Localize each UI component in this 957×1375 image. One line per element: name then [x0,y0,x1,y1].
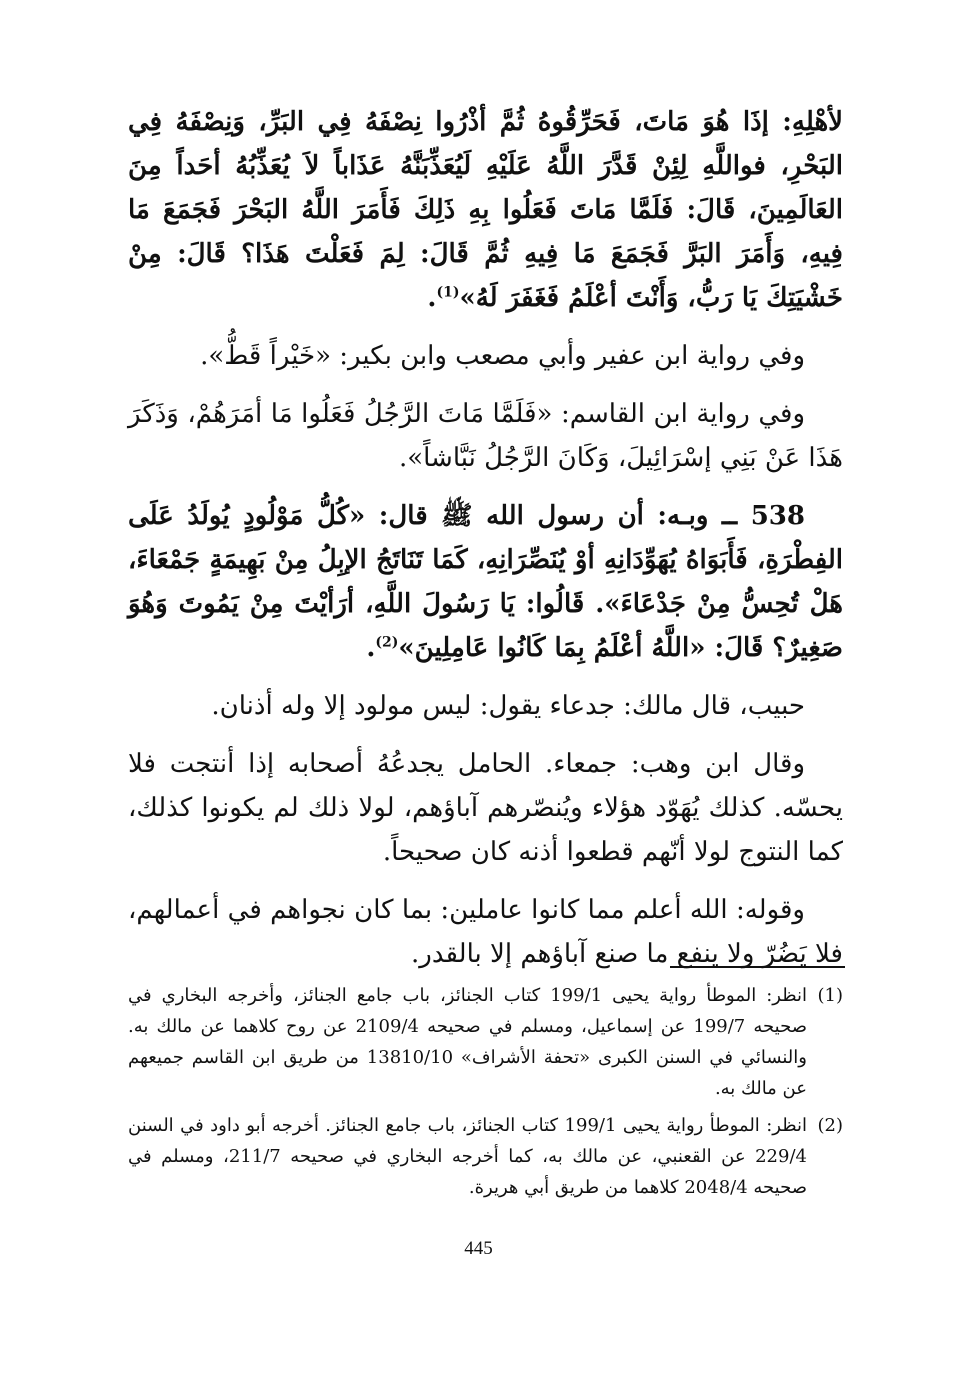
paragraph-text: وفي رواية ابن القاسم: «فَلَمَّا مَاتَ الرَّجُلُ فَعَلُوا مَا أمَرَهُمْ، وَذَكَرَ هَذَا عَنْ بَنِي إسْرَائِيلَ، وَكَانَ الرَّجُلُ نَبَّاشاً». [128,399,843,473]
footnote-ref: (1) [436,284,460,301]
paragraph-variant-2 [128,392,843,480]
paragraph-text: حبيب، قال مالك: جدعاء يقول: ليس مولود إلا وله أذنان. [211,691,805,721]
footnote-1 [128,980,843,1104]
paragraph-tail: . [366,633,376,663]
main-text [128,100,843,990]
paragraph-variant-1 [128,334,843,378]
footnote-text: انظر: الموطأ رواية يحيى 199/1 كتاب الجنائز، باب جامع الجنائز، وأخرجه البخاري في صحيحه 199/7 عن إسماعيل، ومسلم في صحيحه 2109/4 عن روح كلاهما عن مالك به. والنسائي في السنن الكبرى «تحفة الأشراف» 13810/10 من طريق ابن القاسم جميعهم عن مالك به. [128,985,807,1099]
footnote-ref: (2) [375,634,399,651]
paragraph-tail: . [427,283,437,313]
paragraph-text: وقال ابن وهب: جمعاء. الحامل يجدعُهُ أصحابه إذا أنتجت فلا يحسّه. كذلك يُهَوّد هؤلاء ويُنصّرهم آباؤهم، لولا ذلك لم يكونوا كذلك، كما النتوج لولا أنّهم قطعوا أذنه كان صحيحاً. [128,749,843,867]
paragraph-commentary-1 [128,684,843,728]
footnote-mark: (1) [817,985,843,1006]
hadith-number: 538 [750,501,805,531]
paragraph-text: ــ وبـه: أن رسول الله ﷺ قال: «كُلُّ مَوْلُودٍ يُولَدُ عَلَى الفِطْرَةِ، فَأَبَوَاهُ يُهَوِّدَانِهِ أوْ يُنَصِّرَانِهِ، كَمَا تَنَاتَجُ الإبِلُ مِنْ بَهِيمَةٍ جَمْعَاءَ، هَلْ تُحِسُّ مِنْ جَدْعَاءَ». قَالُوا: يَا رَسُولَ اللَّهِ، أرَأيْتَ مِنْ يَمُوتَ وَهُوَ صَغِيرٌ؟ قَالَ: «اللَّهُ أعْلَمُ بِمَا كَانُوا عَامِلِينَ» [128,501,843,663]
paragraph-text: وفي رواية ابن عفير وأبي مصعب وابن بكير: «خَيْراً قَطُّ». [200,341,805,371]
paragraph-text: وقوله: الله أعلم مما كانوا عاملين: بما كان نجواهم في أعمالهم، فلا يَضُرّ ولا ينفع ما صنع آباؤهم إلا بالقدر. [128,895,843,969]
footnotes [128,980,843,1209]
paragraph-commentary-3 [128,888,843,976]
footnote-mark: (2) [817,1115,843,1136]
page-number: 445 [464,1238,493,1259]
footnote-2 [128,1110,843,1203]
paragraph-commentary-2 [128,742,843,874]
paragraph-hadith-538 [128,494,843,670]
footnote-divider [670,966,845,968]
paragraph-hadith-537-end [128,100,843,320]
footnote-text: انظر: الموطأ رواية يحيى 199/1 كتاب الجنائز، باب جامع الجنائز. أخرجه أبو داود في السنن 229/4 عن القعنبي، عن مالك به، كما أخرجه البخاري في صحيحه 211/7، ومسلم في صحيحه 2048/4 كلاهما من طريق أبي هريرة. [128,1115,807,1198]
paragraph-text: لأهْلِهِ: إذَا هُوَ مَاتَ، فَحَرِّقُوهُ ثُمَّ أذْرُوا نِصْفَهُ فِي البَرِّ، وَنِصْفَهُ فِي البَحْرِ، فواللَّهِ لِئِنْ قَدَّرَ اللَّهُ عَلَيْهِ لَيُعَذِّبَنَّهُ عَذَاباً لاَ يُعَذِّبُهُ أحَداً مِنَ العَالَمِينَ، قَالَ: فَلَمَّا مَاتَ فَعَلُوا بِهِ ذَلِكَ فَأَمَرَ اللَّهُ البَحْرَ فَجَمَعَ مَا فِيهِ، وَأَمَرَ البَرَّ فَجَمَعَ مَا فِيهِ ثُمَّ قَالَ: لِمَ فَعَلْتَ هَذَا؟ قَالَ: مِنْ خَشْيَتِكَ يَا رَبُّ، وَأَنْتَ أعْلَمُ فَغَفَرَ لَهُ» [128,107,843,313]
